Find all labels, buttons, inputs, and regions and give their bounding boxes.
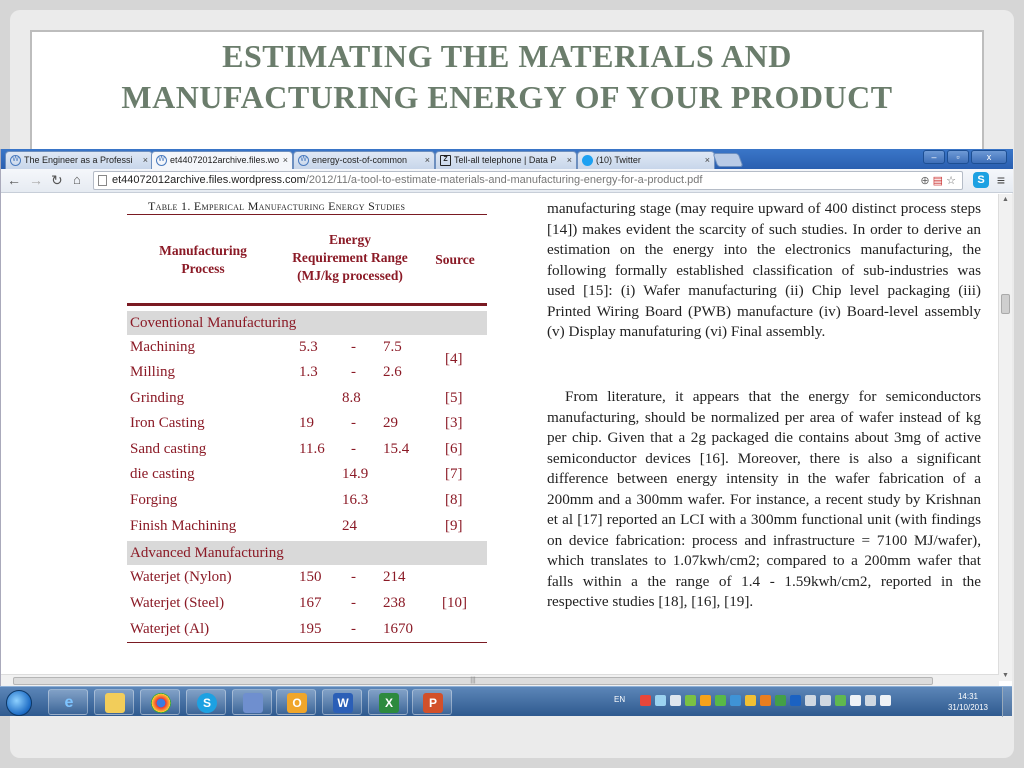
process-cell: Finish Machining	[130, 518, 237, 534]
table-row	[127, 360, 487, 385]
back-arrow-icon[interactable]: ←	[7, 172, 21, 188]
power-icon[interactable]	[865, 695, 876, 706]
table-header-rule	[127, 303, 487, 306]
excel-icon: X	[379, 693, 399, 713]
tray-icon[interactable]	[730, 695, 741, 706]
range-dash: -	[351, 569, 356, 585]
table-top-rule	[127, 214, 487, 215]
network-icon[interactable]	[820, 695, 831, 706]
header-process: Manufacturing Process	[159, 243, 247, 276]
tab-label: The Engineer as a Professi	[24, 155, 133, 165]
window-controls	[923, 150, 1007, 165]
header-energy: Energy Requirement Range (MJ/kg processed)	[292, 232, 408, 283]
reload-icon[interactable]: ↻	[51, 172, 63, 188]
scroll-down-icon[interactable]: ▼	[1002, 672, 1009, 679]
tray-icon[interactable]	[760, 695, 771, 706]
twitter-icon	[582, 155, 593, 166]
scroll-up-icon[interactable]: ▲	[1002, 196, 1009, 203]
tab-label: (10) Twitter	[596, 155, 641, 165]
energy-max-cell: 29	[383, 415, 398, 431]
tab-close-icon[interactable]: ×	[566, 155, 572, 165]
page-icon	[98, 175, 107, 186]
energy-max-cell: 214	[383, 569, 406, 585]
table-row	[127, 386, 487, 411]
url-host: et44072012archive.files.wordpress.com	[112, 174, 306, 186]
minimize-button[interactable]: –	[923, 150, 945, 164]
volume-icon[interactable]	[880, 695, 891, 706]
energy-min-cell: 1.3	[299, 364, 318, 380]
range-dash: -	[351, 441, 356, 457]
flag-icon[interactable]	[850, 695, 861, 706]
bookmark-star-icon[interactable]: ☆	[946, 175, 956, 187]
tray-icon[interactable]	[775, 695, 786, 706]
home-icon[interactable]: ⌂	[73, 172, 81, 187]
url-path: /2012/11/a-tool-to-estimate-materials-and-manufacturing-energy-for-a-product.pdf	[305, 174, 703, 186]
range-dash: -	[351, 621, 356, 637]
wordpress-icon: W	[298, 155, 309, 166]
taskbar-word[interactable]	[322, 689, 362, 715]
address-bar[interactable]	[93, 171, 963, 190]
energy-min-cell: 5.3	[299, 339, 318, 355]
skype-icon: S	[197, 693, 217, 713]
energy-min-cell: 11.6	[299, 441, 325, 457]
table-row	[127, 591, 487, 616]
outlook-icon: O	[287, 693, 307, 713]
tab-strip	[1, 149, 1013, 169]
vertical-scroll-thumb[interactable]	[1001, 294, 1010, 314]
energy-max-cell: 238	[383, 595, 406, 611]
paragraph-2: From literature, it appears that the energy for semiconductors manufacturing, should be normalized per area of wafer instead of kg per chip. Given that a 2g packaged die contains about 3mg of active semiconductor devices [16]. Moreover, there is also a significant difference between energy intensity in the wafer fabrication of a 200mm and a 300mm wafer. For instance, a recent study by Krishnan et al [17] reported an LCI with a 300mm functional unit (with findings on device fabrication: process and infrastructure = 7100 MJ/wafer), which translates to 1.07kwh/cm2; compared to a 200mm wafer that falls within a the range of 1.4 - 1.59kwh/cm2, reported in the respective studies [18], [16], [19].	[547, 388, 981, 610]
clock-date: 31/10/2013	[947, 703, 989, 712]
energy-max-cell: 15.4	[383, 441, 410, 457]
process-cell: Waterjet (Steel)	[130, 595, 225, 611]
energy-min-cell: 195	[299, 621, 322, 637]
table-row	[127, 437, 487, 462]
wordpress-icon: W	[10, 155, 21, 166]
taskbar-skype[interactable]	[186, 689, 226, 715]
signal-icon[interactable]	[670, 695, 681, 706]
range-dash: -	[351, 339, 356, 355]
table-row	[127, 488, 487, 513]
source-cell: [8]	[445, 492, 463, 508]
clock[interactable]	[940, 691, 996, 713]
tab-close-icon[interactable]: ×	[282, 155, 288, 165]
tab-close-icon[interactable]: ×	[424, 155, 430, 165]
tray-icon[interactable]	[700, 695, 711, 706]
source-merged-waterjet: [10]	[442, 595, 467, 611]
tray-icon[interactable]	[655, 695, 666, 706]
slide-title-line-1: ESTIMATING THE MATERIALS AND	[222, 38, 792, 74]
table-caption: Table 1. Emperical Manufacturing Energy Studies	[148, 199, 406, 213]
horizontal-scroll-thumb[interactable]: |||	[13, 677, 933, 685]
tab-label: energy-cost-of-common	[312, 155, 408, 165]
table-row	[127, 462, 487, 487]
table-row	[127, 335, 487, 360]
omnibox-actions	[920, 173, 956, 190]
bluetooth-icon[interactable]	[790, 695, 801, 706]
header-source: Source	[435, 252, 475, 267]
tab-label: Tell-all telephone | Data P	[454, 155, 557, 165]
table-bottom-rule	[127, 642, 487, 643]
source-cell: [5]	[445, 390, 463, 406]
range-dash: -	[351, 364, 356, 380]
folder-icon	[105, 693, 125, 713]
tray-icon[interactable]	[640, 695, 651, 706]
energy-cell: 8.8	[342, 390, 361, 406]
windows-taskbar	[0, 686, 1012, 716]
slide-title-line-2: MANUFACTURING ENERGY OF YOUR PRODUCT	[121, 79, 893, 115]
taskbar-outlook[interactable]	[276, 689, 316, 715]
process-cell: Sand casting	[130, 441, 207, 457]
tray-icon[interactable]	[835, 695, 846, 706]
paragraph-electronics	[547, 199, 981, 343]
browser-window	[0, 149, 1012, 715]
chrome-icon	[151, 693, 171, 713]
energy-min-cell: 19	[299, 415, 314, 431]
process-cell: Machining	[130, 339, 195, 355]
process-cell: Iron Casting	[130, 415, 205, 431]
process-cell: die casting	[130, 466, 195, 482]
table-row	[127, 411, 487, 436]
energy-min-cell: 150	[299, 569, 322, 585]
window-app-icon	[243, 693, 263, 713]
menu-icon[interactable]: ≡	[996, 172, 1005, 188]
energy-cell: 14.9	[342, 466, 369, 482]
z-site-icon: Z	[440, 155, 451, 166]
section-advanced: Advanced Manufacturing	[127, 541, 487, 565]
process-cell: Waterjet (Nylon)	[130, 569, 232, 585]
energy-cell: 24	[342, 518, 357, 534]
taskbar-powerpoint[interactable]	[412, 689, 452, 715]
tab-engineer[interactable]	[5, 151, 153, 169]
process-cell: Forging	[130, 492, 178, 508]
source-cell: [6]	[445, 441, 463, 457]
pdf-viewport	[1, 194, 999, 674]
range-dash: -	[351, 595, 356, 611]
browser-toolbar	[1, 169, 1013, 193]
source-cell: [7]	[445, 466, 463, 482]
table-row	[127, 514, 487, 539]
energy-max-cell: 2.6	[383, 364, 402, 380]
energy-min-cell: 167	[299, 595, 322, 611]
table-row	[127, 565, 487, 590]
slide-title	[30, 36, 984, 118]
start-button[interactable]	[6, 690, 32, 716]
process-cell: Waterjet (Al)	[130, 621, 210, 637]
tab-close-icon[interactable]: ×	[142, 155, 148, 165]
energy-max-cell: 1670	[383, 621, 413, 637]
language-indicator[interactable]: EN	[614, 695, 626, 704]
table-row	[127, 617, 487, 642]
energy-cell: 16.3	[342, 492, 369, 508]
taskbar-explorer[interactable]	[94, 689, 134, 715]
system-tray	[640, 695, 891, 706]
source-cell: [3]	[445, 415, 463, 431]
taskbar-app[interactable]	[232, 689, 272, 715]
wordpress-icon: W	[156, 155, 167, 166]
source-merged-machining: [4]	[445, 351, 463, 367]
horizontal-scrollbar[interactable]	[1, 674, 999, 686]
tray-icon[interactable]	[805, 695, 816, 706]
vertical-scrollbar[interactable]	[998, 194, 1012, 681]
taskbar-ie[interactable]	[48, 689, 88, 715]
tab-close-icon[interactable]: ×	[704, 155, 710, 165]
clock-time: 14:31	[957, 692, 979, 701]
process-cell: Milling	[130, 364, 176, 380]
skype-extension-icon[interactable]: S	[973, 172, 989, 188]
tab-twitter[interactable]	[577, 151, 715, 169]
energy-max-cell: 7.5	[383, 339, 402, 355]
source-cell: [9]	[445, 518, 463, 534]
maximize-button[interactable]: ▫	[947, 150, 969, 164]
tray-icon[interactable]	[685, 695, 696, 706]
word-icon: W	[333, 693, 353, 713]
section-conventional: Coventional Manufacturing	[127, 311, 487, 335]
powerpoint-icon: P	[423, 693, 443, 713]
range-dash: -	[351, 415, 356, 431]
tab-pdf[interactable]	[151, 151, 293, 169]
tray-icon[interactable]	[715, 695, 726, 706]
paragraph-semiconductor	[547, 387, 981, 613]
paragraph-1: manufacturing stage (may require upward of 400 distinct process steps [14]) makes evident the scarcity of such studies. In order to derive an estimation on the energy into the electronics manufacturing, the following formally established classification of sub-industries was used [15]: (i) Wafer manufacturing (ii) Chip level packaging (iii) Printed Wiring Board (PWB) manufacture (iv) Board-level assembly (v) Display manufaturing (vi) Final assembly.	[547, 200, 981, 340]
show-desktop-button[interactable]	[1002, 687, 1012, 717]
pdf-icon[interactable]: ▤	[932, 175, 944, 187]
close-window-button[interactable]: x	[971, 150, 1007, 164]
tab-tell-all[interactable]	[435, 151, 577, 169]
tab-energy-cost[interactable]	[293, 151, 435, 169]
tab-label: et44072012archive.files.wo	[170, 155, 280, 165]
internet-explorer-icon: e	[64, 694, 74, 711]
taskbar-chrome[interactable]	[140, 689, 180, 715]
taskbar-excel[interactable]	[368, 689, 408, 715]
new-tab-button[interactable]	[712, 153, 743, 167]
forward-arrow-icon[interactable]: →	[29, 172, 43, 188]
process-cell: Grinding	[130, 390, 185, 406]
tray-icon[interactable]	[745, 695, 756, 706]
zoom-icon[interactable]: ⊕	[920, 175, 930, 187]
